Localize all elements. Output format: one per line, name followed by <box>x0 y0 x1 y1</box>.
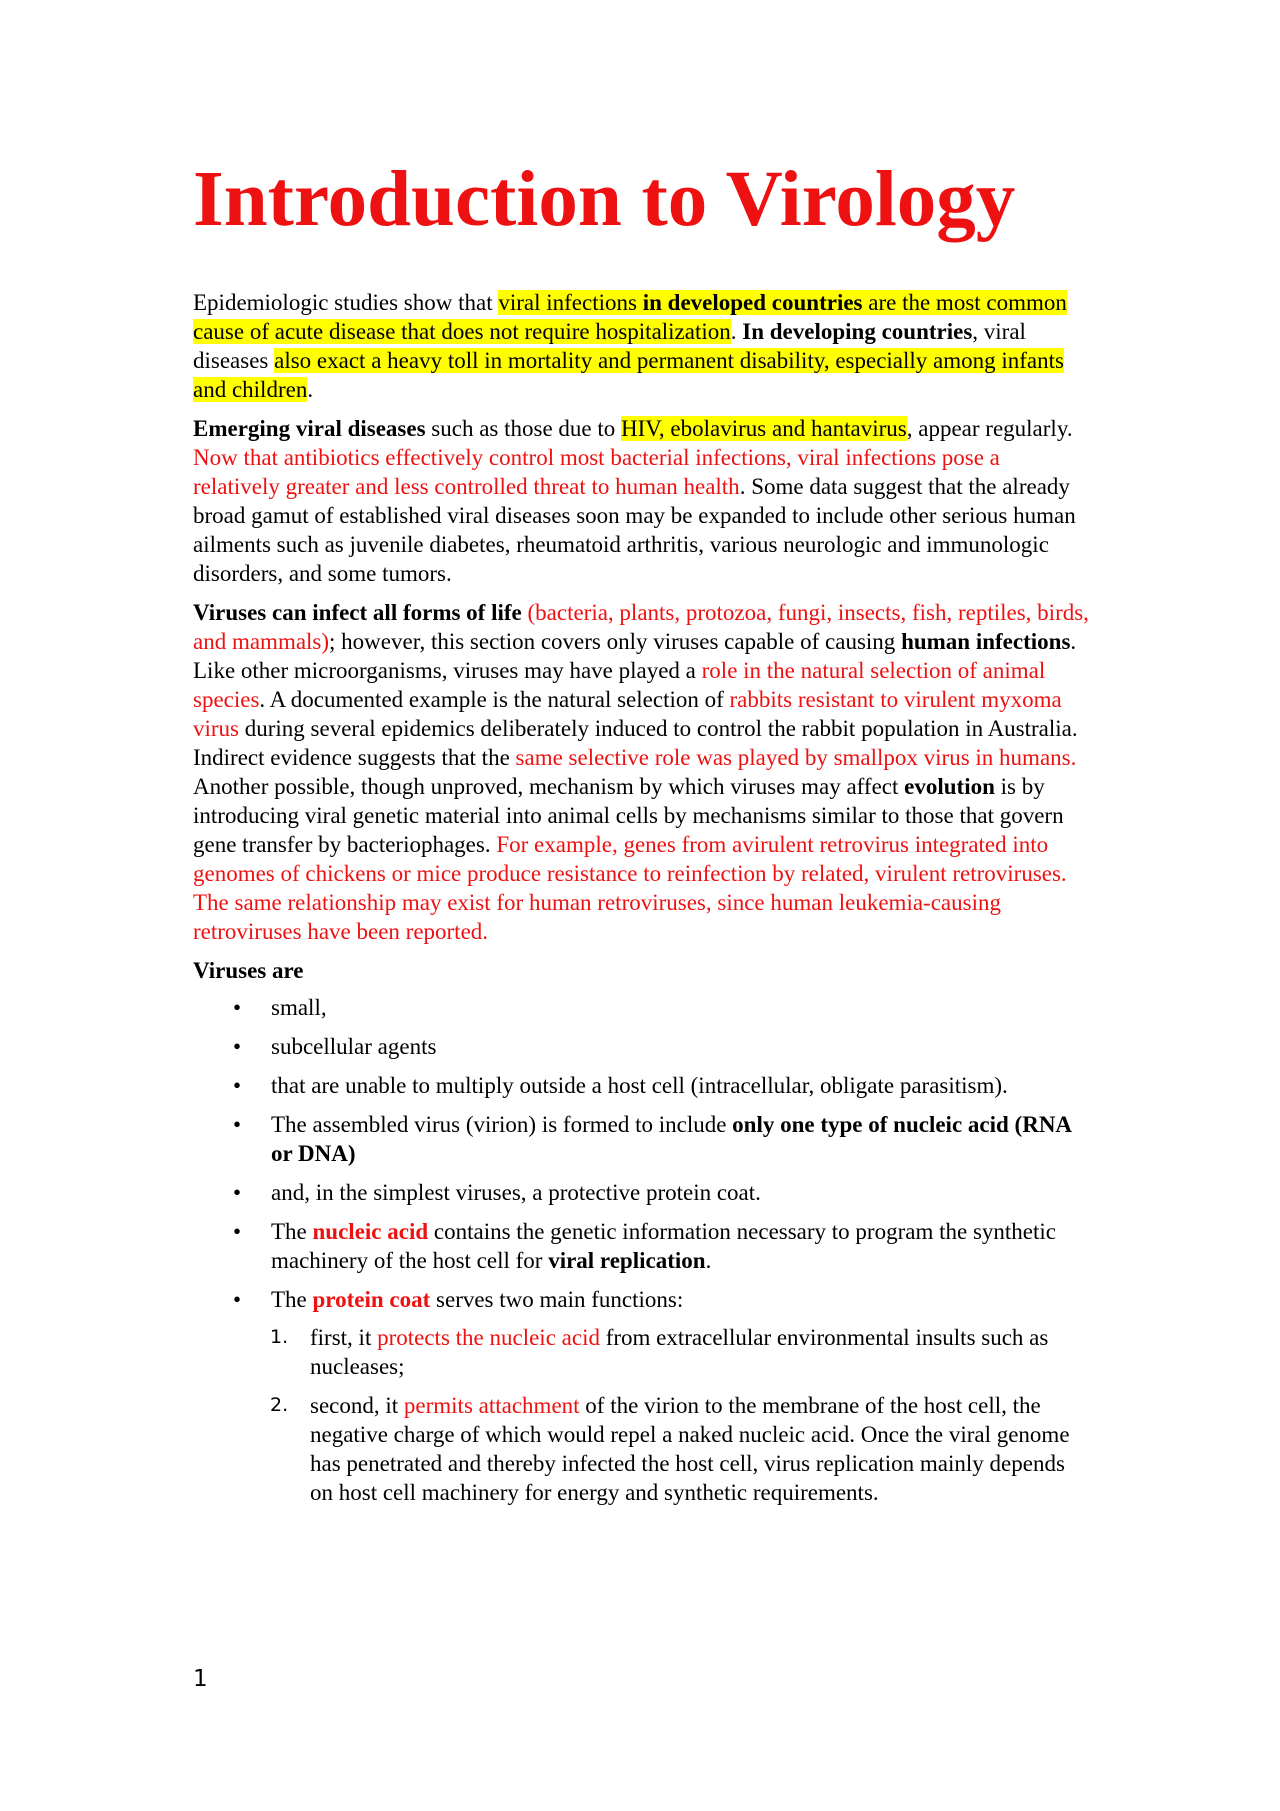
text-run: is by introducing viral genetic material into animal cells by mechanisms similar to those that govern gene transfer by bacteriophages. <box>193 774 1064 857</box>
text-run: . <box>307 377 314 402</box>
list-item <box>193 1071 1090 1100</box>
red-run: (bacteria, plants, protozoa, fungi, insects, fish, reptiles, birds, and mammals) <box>193 600 1089 654</box>
list-heading: Viruses are <box>193 958 304 983</box>
text-run: and, in the simplest viruses, a protective protein coat. <box>271 1180 761 1205</box>
list-item <box>193 1032 1090 1061</box>
text-run: serves two main functions: <box>430 1287 684 1312</box>
numbered-list <box>193 1323 1090 1507</box>
text-run: , viral diseases <box>193 319 1026 373</box>
text-run: such as those due to <box>425 416 622 441</box>
bold-run: Viruses can infect all forms of life <box>193 600 522 625</box>
red-run: Now that antibiotics effectively control most bacterial infections, viral infections pose a relatively greater and less controlled threat to human health <box>193 445 1000 499</box>
text-run: . Like other microorganisms, viruses may have played a <box>193 629 1077 683</box>
document-content <box>193 150 1090 1517</box>
text-run: viral infections <box>498 290 643 315</box>
text-run: The assembled virus (virion) is formed to include <box>271 1112 733 1137</box>
text-run: during several epidemics deliberately induced to control the rabbit population in Australia. Indirect evidence suggests that the <box>193 716 1078 770</box>
bold-run: viral replication <box>548 1248 706 1273</box>
numbered-item <box>193 1391 1090 1507</box>
text-run: that are unable to multiply outside a host cell (intracellular, obligate parasitism). <box>271 1073 1008 1098</box>
text-run: contains the genetic information necessary to program the synthetic machinery of the host cell for <box>271 1219 1056 1273</box>
list-item <box>193 1178 1090 1207</box>
text-run: from extracellular environmental insults such as nucleases; <box>310 1325 1049 1379</box>
list-item <box>193 993 1090 1022</box>
text-run: . A documented example is the natural selection of <box>259 687 730 712</box>
text-run: Another possible, though unproved, mechanism by which viruses may affect <box>193 774 905 799</box>
item-number: 1. <box>270 1326 289 1348</box>
page-title: Introduction to Virology <box>193 156 1016 243</box>
item-number: 2. <box>270 1394 289 1416</box>
text-run: Epidemiologic studies show that <box>193 290 499 315</box>
text-run: , appear regularly. <box>906 416 1073 441</box>
list-item <box>193 1110 1090 1168</box>
bold-run: only one type of nucleic acid (RNA or DNA) <box>271 1112 1071 1166</box>
text-run: . <box>705 1248 712 1273</box>
list-item <box>193 1217 1090 1275</box>
paragraph-emerging-diseases <box>193 414 1090 588</box>
list-item <box>193 1285 1090 1507</box>
bold-run: In developing countries <box>742 319 973 344</box>
text-run: first, it <box>310 1325 378 1350</box>
text-run: ; however, this section covers only viruses capable of causing <box>329 629 902 654</box>
red-run: For example, genes from avirulent retrovirus integrated into genomes of chickens or mice produce resistance to reinfection by related, virulent retroviruses. The same relationship may exist for human retroviruses, since human leukemia-causing retroviruses have been reported. <box>193 832 1067 944</box>
paragraph-viruses-infect <box>193 598 1090 946</box>
bold-run: evolution <box>904 774 995 799</box>
text-run: of the virion to the membrane of the host cell, the negative charge of which would repel a naked nucleic acid. Once the viral genome has penetrated and thereby infected the host cell, virus replication mainly depends on host cell machinery for energy and synthetic requirements. <box>310 1393 1070 1505</box>
red-run: permits attachment <box>403 1393 580 1418</box>
text-run: small, <box>271 995 327 1020</box>
red-run: rabbits resistant to virulent myxoma virus <box>193 687 1062 741</box>
body-text <box>193 288 1090 1507</box>
text-run: are the most common cause of acute disease that does not require hospitalization <box>193 290 1067 344</box>
red-bold-run: protein coat <box>312 1287 431 1312</box>
red-run: role in the natural selection of animal species <box>193 658 1046 712</box>
text-run: The <box>271 1287 313 1312</box>
text-run: . <box>730 319 743 344</box>
bold-run: Emerging viral diseases <box>193 416 426 441</box>
bold-run: in developed countries <box>642 290 863 315</box>
text-run: subcellular agents <box>271 1034 437 1059</box>
text-run: second, it <box>310 1393 404 1418</box>
text-run: . Some data suggest that the already broad gamut of established viral diseases soon may be expanded to include other serious human ailments such as juvenile diabetes, rheumatoid arthritis, various neurologic and immunologic disorders, and some tumors. <box>193 474 1076 586</box>
numbered-item <box>193 1323 1090 1381</box>
page-number: 1 <box>193 1666 208 1692</box>
text-run: The <box>271 1219 313 1244</box>
bold-run: human infections <box>901 629 1071 654</box>
red-run: same selective role was played by smallpox virus in humans. <box>515 745 1077 770</box>
red-run: protects the nucleic acid <box>377 1325 600 1350</box>
red-bold-run: nucleic acid <box>312 1219 429 1244</box>
highlighted-run: HIV, ebolavirus and hantavirus <box>621 416 907 441</box>
highlighted-run: also exact a heavy toll in mortality and permanent disability, especially among infants and children <box>193 348 1064 402</box>
bullet-list <box>193 993 1090 1507</box>
paragraph-epidemiology <box>193 288 1090 404</box>
